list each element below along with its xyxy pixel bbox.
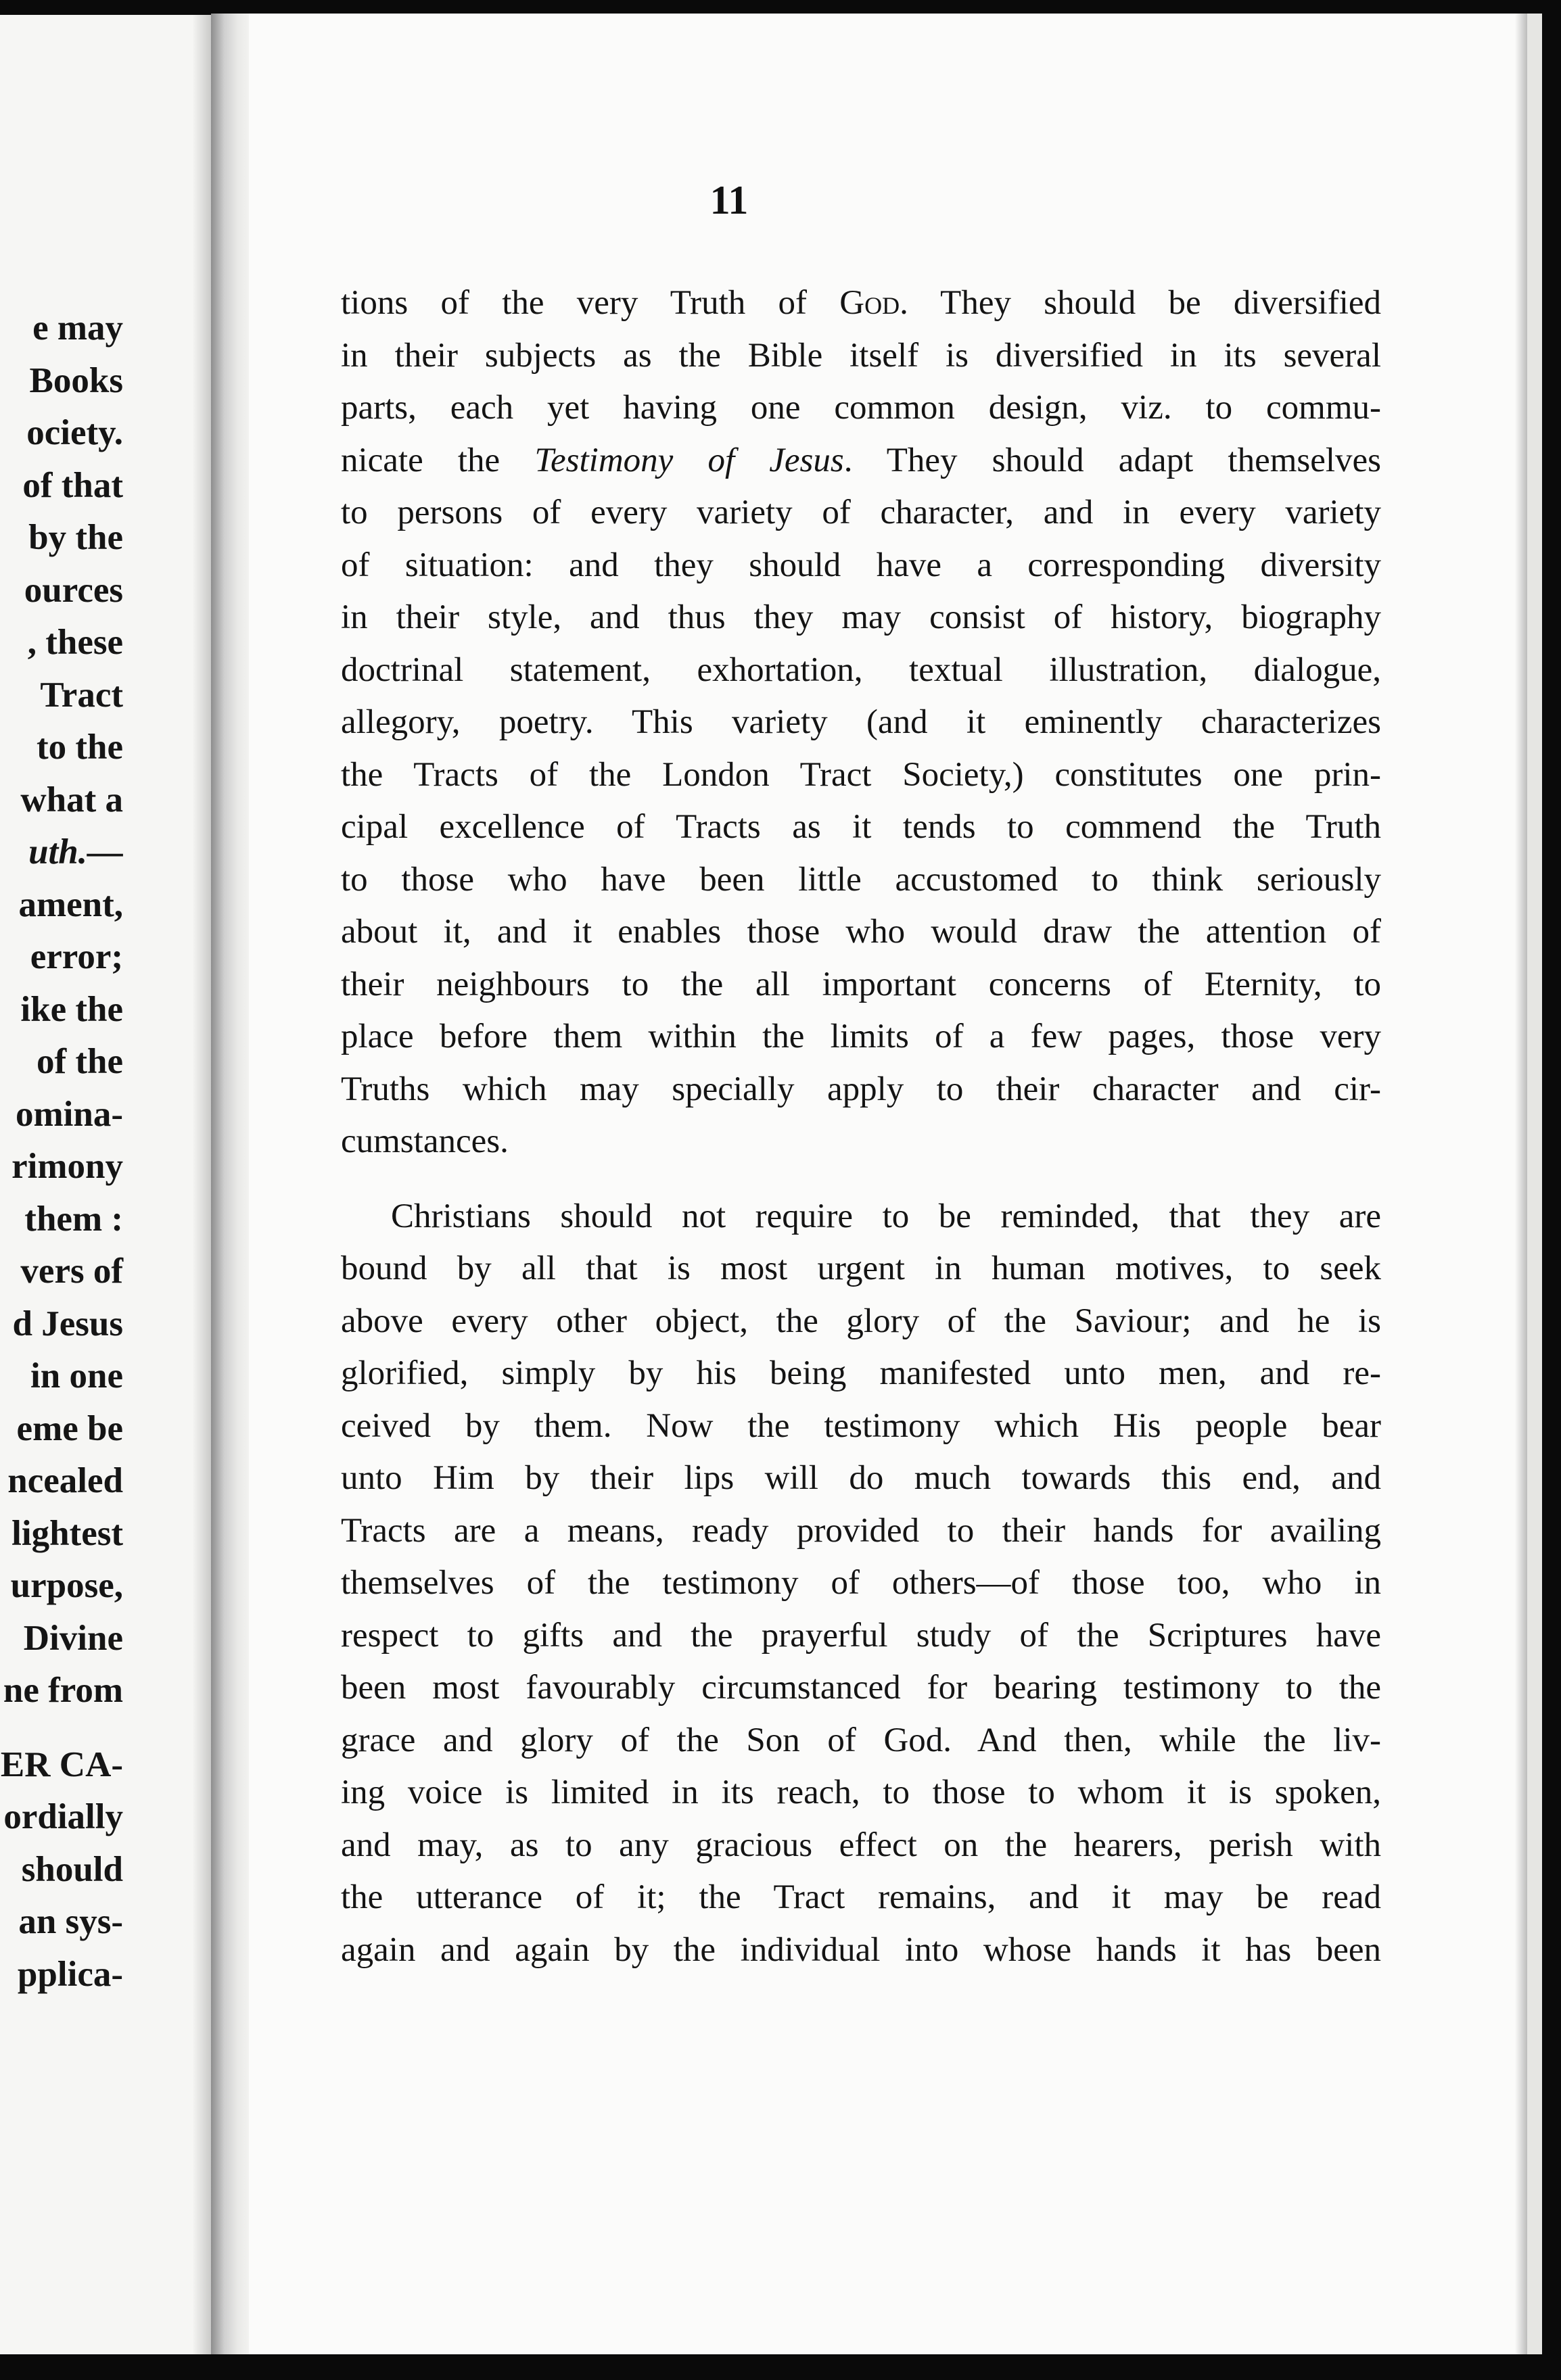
text-line: Tracts are a means, ready provided to their hands for availing [341,1511,1381,1550]
left-fragment: e may [32,308,123,348]
left-fragment: ources [24,570,123,610]
page-edge [1527,14,1542,2354]
left-fragment: d Jesus [12,1304,123,1343]
text-line: about it, and it enables those who would draw the attention of [341,913,1381,951]
text-line: the Tracts of the London Tract Society,) constitutes one prin- [341,755,1381,794]
italic-phrase: Testimony of Jesus [534,441,844,479]
text-line [341,435,1381,487]
left-fragment: ER CA- [0,1744,123,1784]
left-fragment: , these [27,623,123,662]
text-line: the utterance of it; the Tract remains, and it may be read [341,1878,1381,1916]
left-fragment: pplica- [17,1954,123,1994]
text-line: place before them within the limits of a few pages, those very [341,1018,1381,1055]
text-line: Truths which may specially apply to their character and cir- [341,1070,1381,1108]
left-fragment: ne from [3,1671,123,1710]
text-line: doctrinal statement, exhortation, textual illustration, dialogue, [341,650,1381,689]
left-fragment: of the [36,1042,123,1081]
page-body-text [341,277,1381,1976]
text-line: to those who have been little accustomed to think seriously [341,860,1381,899]
text-line: of situation: and they should have a corresponding diversity [341,546,1381,584]
left-fragment: ament, [18,884,123,924]
left-page [0,15,211,2354]
left-fragment: error; [30,937,123,976]
left-fragment: to the [36,728,123,767]
left-fragment: an sys- [18,1902,123,1941]
text-line: respect to gifts and the prayerful study of the Scriptures have [341,1616,1381,1655]
left-fragment: lightest [11,1513,123,1553]
text-line: again and again by the individual into whose hands it has been [341,1930,1381,1969]
text-line-p1-3: nicate the Testimony of Jesus. They should adapt themselves [341,441,1381,479]
text-line: Christians should not require to be reminded, that they are [391,1197,1381,1235]
text-line: ceived by them. Now the testimony which His people bear [341,1406,1381,1445]
left-fragment: should [21,1849,123,1889]
left-fragment: ike the [20,989,123,1029]
book-spine-gutter [211,14,249,2354]
left-fragment: them : [24,1199,123,1239]
left-fragment: ociety. [26,413,123,452]
text-line-p1-0: tions of the very Truth of God. They should be diversified [341,284,1381,322]
left-page-text-fragments [0,302,123,2001]
text-line: ing voice is limited in its reach, to those to whom it is spoken, [341,1774,1381,1811]
text-line: in their style, and thus they may consist of history, biography [341,598,1381,636]
text-line: their neighbours to the all important concerns of Eternity, to [341,965,1381,1003]
left-fragment: Tract [40,675,123,715]
text-line: to persons of every variety of character, and in every variety [341,494,1381,531]
left-fragment: Books [29,360,123,400]
left-fragment: in one [30,1356,123,1396]
text-line: cumstances. [341,1122,509,1160]
text-line: glorified, simply by his being manifested unto men, and re- [341,1354,1381,1392]
text-line [341,277,1381,330]
left-fragment: rimony [11,1147,123,1186]
text-line: in their subjects as the Bible itself is diversified in its several [341,336,1381,375]
left-fragment: ncealed [7,1461,123,1500]
left-fragment: by the [28,518,123,557]
text-line: above every other object, the glory of the Saviour; and he is [341,1302,1381,1340]
left-fragment: omina- [16,1094,123,1134]
text-line: parts, each yet having one common design, viz. to commu- [341,389,1381,427]
left-fragment: uth.— [28,832,123,872]
left-fragment: eme be [16,1408,123,1448]
text-line: cipal excellence of Tracts as it tends to commend the Truth [341,808,1381,846]
left-fragment: ordially [3,1797,123,1836]
left-fragment: vers of [20,1252,123,1291]
text-line: bound by all that is most urgent in human motives, to seek [341,1250,1381,1287]
text-line: been most favourably circumstanced for bearing testimony to the [341,1669,1381,1707]
left-fragment: what a [20,780,123,819]
text-line: grace and glory of the Son of God. And then, while the liv- [341,1721,1381,1759]
page-number: 11 [709,178,749,222]
text-line: and may, as to any gracious effect on the hearers, perish with [341,1826,1381,1864]
text-line: unto Him by their lips will do much towards this end, and [341,1459,1381,1497]
left-fragment: urpose, [10,1566,123,1605]
text-line: allegory, poetry. This variety (and it eminently characterizes [341,703,1381,741]
small-caps-word: God [839,284,900,322]
text-line: themselves of the testimony of others—of those too, who in [341,1564,1381,1602]
left-fragment: Divine [23,1618,123,1658]
left-fragment: of that [22,465,123,505]
